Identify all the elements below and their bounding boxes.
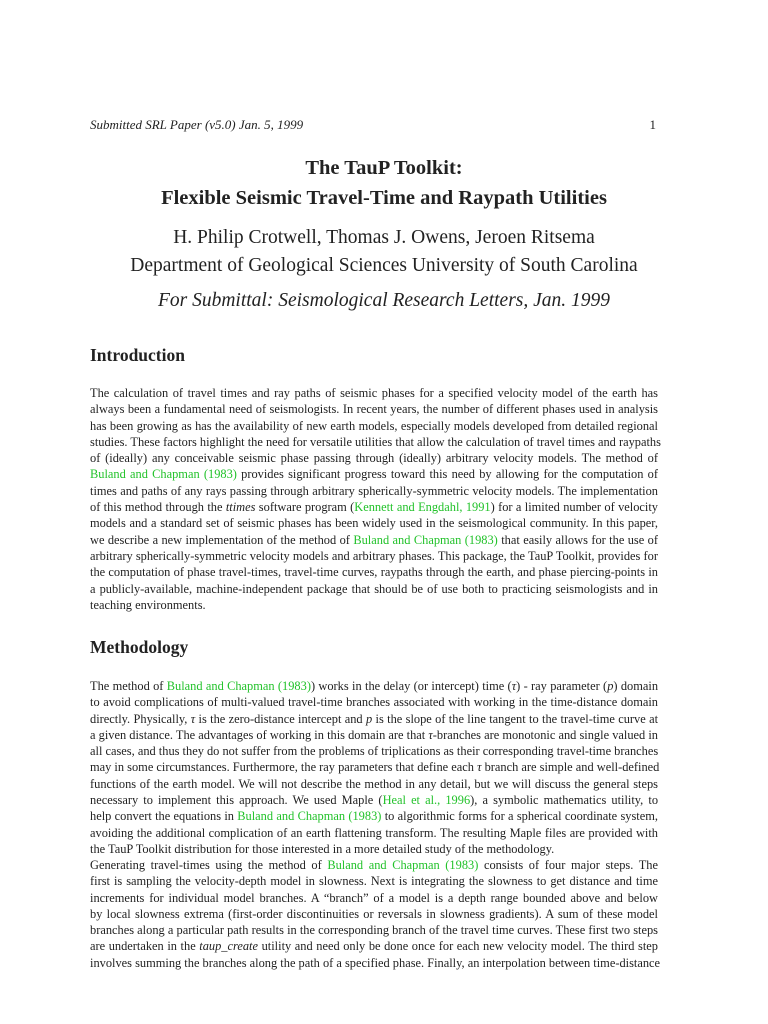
text-line [90, 499, 658, 515]
text-line: the computation of phase travel-times, travel-time curves, raypaths through the earth, and phase piercing-points in [90, 565, 658, 580]
running-title: Submitted SRL Paper (v5.0) Jan. 5, 1999 [90, 117, 304, 132]
text-line [90, 808, 658, 824]
text-line [90, 466, 658, 482]
page-number: 1 [649, 117, 656, 132]
methodology-paragraph-1 [90, 678, 658, 857]
symbol-p: p [607, 679, 614, 693]
text-line: studies. These factors highlight the need for versatile utilities that allow the calculation of travel times and raypaths [90, 434, 661, 449]
citation-link[interactable]: Buland and Chapman (1983) [327, 858, 479, 872]
text-line: increments for individual model branches. A “branch” of a model is a depth range bounded above and below [90, 890, 658, 905]
symbol-tau: τ [511, 679, 517, 693]
text-line: involves summing the branches along the path of a specified phase. Finally, an interpolation between time-distance [90, 955, 661, 970]
text-line: functions of the earth model. We will not describe the method in any detail, but we will discuss the general steps [90, 776, 658, 791]
text-fragment: Generating travel-times using the method of [90, 858, 328, 872]
text-fragment: that easily allows for the use of [497, 532, 658, 547]
symbol-p: p [365, 711, 373, 726]
program-name: ttimes [225, 500, 256, 515]
citation-link[interactable]: Buland and Chapman (1983) [237, 809, 382, 824]
text-fragment: help convert the equations in [90, 809, 238, 824]
text-line: has been growing as has the availability of new earth models, especially models developed from detailed regional [90, 418, 658, 433]
text-line: to avoid complications of multi-valued travel-time branches associated with working in the time-distance domain [90, 695, 658, 710]
text-line: arbitrary spherically-symmetric velocity models and arbitrary phases. This package, the TauP Toolkit, provides for [90, 548, 658, 563]
text-line: all cases, and thus they do not suffer from the problems of triplications as their corresponding travel-time branches [90, 744, 659, 759]
text-fragment: directly. Physically, [90, 711, 191, 726]
text-line: branches along a particular path results in the corresponding branch of the travel time curves. These first two steps [90, 923, 658, 938]
text-line [90, 678, 658, 694]
text-fragment: ) - ray parameter ( [516, 679, 608, 693]
citation-link[interactable]: Kennett and Engdahl, 1991 [354, 500, 491, 515]
methodology-paragraph-2 [90, 857, 661, 971]
citation-link[interactable]: Heal et al., 1996 [382, 793, 471, 808]
text-line: by local slowness extrema (first-order discontinuities or reversals in slowness gradients). A sum of these model [90, 906, 658, 921]
text-fragment: may in some circumstances. Furthermore, the ray parameters that define each [90, 760, 478, 775]
section-heading-methodology: Methodology [90, 637, 189, 657]
symbol-tau: τ [190, 711, 196, 726]
text-line: first is sampling the velocity-depth model in slowness. Next is integrating the slowness to get distance and time [90, 874, 658, 889]
text-line: times and paths of any rays passing through arbitrary spherically-symmetric velocity models. The implementation [90, 483, 658, 498]
running-header [90, 117, 656, 135]
text-fragment: provides significant progress toward this need by allowing for the computation of [236, 467, 658, 482]
text-fragment: necessary to implement this approach. We used Maple ( [90, 793, 383, 808]
text-fragment: ), a symbolic mathematics utility, to [470, 793, 659, 808]
text-fragment: ) for a limited number of velocity [490, 500, 658, 515]
citation-link[interactable]: Buland and Chapman (1983) [90, 467, 237, 482]
text-fragment: is the slope of the line tangent to the travel-time curve at [372, 711, 659, 726]
text-line [90, 792, 658, 808]
paper-title-line-1: The TauP Toolkit: [305, 157, 463, 179]
text-fragment: we describe a new implementation of the method of [90, 532, 354, 547]
text-line: models and a standard set of seismic phases has been widely used in the seismological community. In this paper, [90, 516, 658, 531]
paper-title-line-2: Flexible Seismic Travel-Time and Raypath Utilities [161, 187, 607, 209]
text-fragment: a given distance. The advantages of working in this domain are that [90, 727, 429, 742]
text-line [90, 857, 658, 873]
text-fragment: -branches are monotonic and single valued in [432, 727, 658, 742]
text-line [90, 711, 658, 727]
text-fragment: are undertaken in the [90, 939, 200, 954]
text-line: of (ideally) any conceivable seismic phase passing through (ideally) arbitrary velocity models. The method of [90, 451, 658, 466]
section-heading-introduction: Introduction [90, 345, 185, 365]
text-fragment: ) works in the delay (or intercept) time ( [310, 679, 512, 693]
citation-link[interactable]: Buland and Chapman (1983) [166, 679, 311, 693]
text-fragment: of this method through the [90, 500, 226, 515]
text-fragment: to algorithmic forms for a spherical coordinate system, [381, 809, 658, 824]
text-fragment: ) domain [613, 679, 659, 693]
text-line [90, 938, 658, 954]
text-fragment: is the zero-distance intercept and [195, 711, 366, 726]
text-line [90, 759, 658, 775]
text-line: teaching environments. [90, 597, 206, 612]
symbol-tau: τ [428, 727, 433, 742]
introduction-paragraph [90, 385, 661, 613]
text-fragment: software program ( [255, 500, 355, 515]
text-fragment: consists of four major steps. The [478, 858, 658, 872]
text-fragment: utility and need only be done once for each new velocity model. The third step [258, 939, 658, 954]
text-line: avoiding the additional complication of an earth flattening transform. The resulting Maple files are provided with [90, 825, 658, 840]
text-line: The calculation of travel times and ray paths of seismic phases for a specified velocity model of the earth has [90, 386, 658, 400]
submittal-note: For Submittal: Seismological Research Letters, Jan. 1999 [157, 290, 611, 311]
affiliation: Department of Geological Sciences University of South Carolina [130, 255, 638, 276]
authors: H. Philip Crotwell, Thomas J. Owens, Jeroen Ritsema [173, 227, 595, 248]
utility-name: taup_create [199, 939, 259, 954]
text-fragment: branch are simple and well-defined [481, 760, 660, 775]
text-line [90, 532, 658, 548]
text-line [90, 727, 658, 743]
symbol-tau: τ [477, 760, 482, 775]
text-fragment: The method of [90, 679, 167, 693]
citation-link[interactable]: Buland and Chapman (1983) [353, 532, 498, 547]
text-line: a publicly-available, machine-independent package that should be of use both to practicing seismologists and in [90, 581, 658, 596]
text-line: always been a fundamental need of seismologists. In recent years, the number of different phases used in analysis [90, 402, 658, 417]
text-line: the TauP Toolkit distribution for those interested in a more detailed study of the methodology. [90, 841, 555, 856]
